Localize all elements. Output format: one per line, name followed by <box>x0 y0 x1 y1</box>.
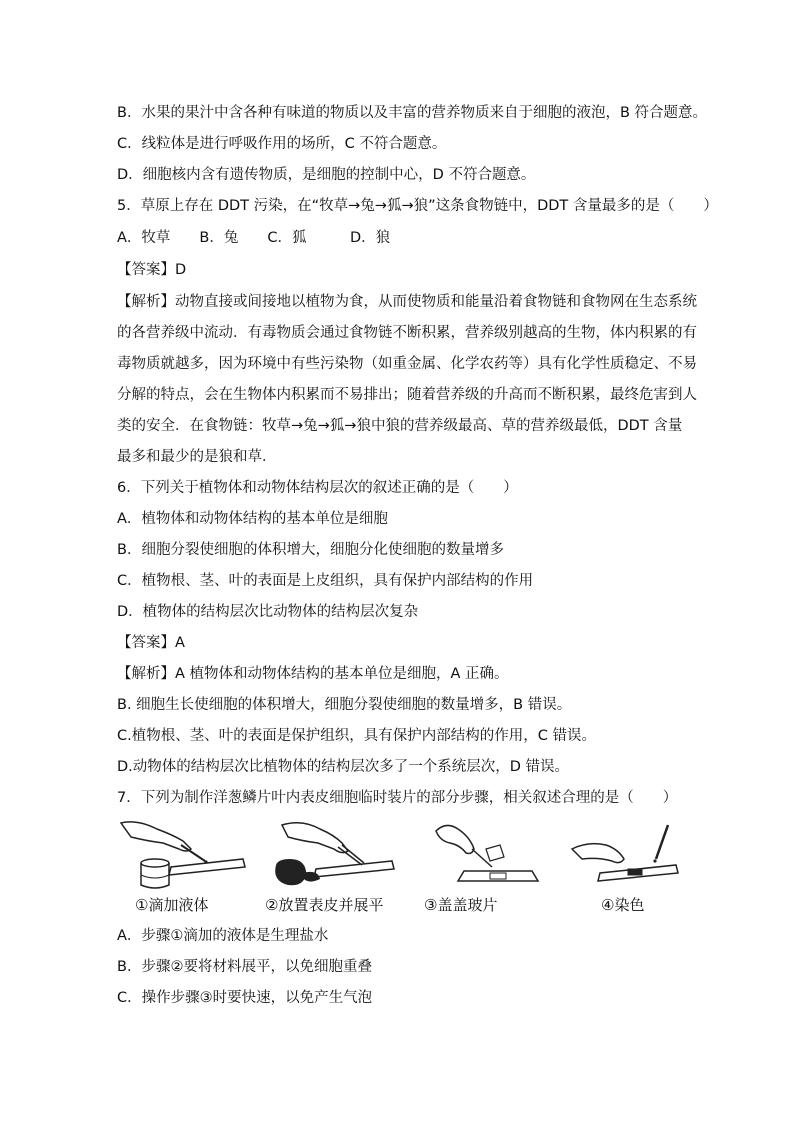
figure-caption-step-2: ②放置表皮并展平 <box>265 896 384 914</box>
question-6-option-c: C．植物根、茎、叶的表面是上皮组织，具有保护内部结构的作用 <box>117 573 534 589</box>
text-line: 最多和最少的是狼和草． <box>117 449 277 465</box>
question-7: 7．下列为制作洋葱鳞片叶内表皮细胞临时装片的部分步骤，相关叙述合理的是（ ） <box>117 790 678 806</box>
figure-caption-step-1: ①滴加液体 <box>135 896 209 914</box>
question-7-option-c: C．操作步骤③时要快速，以免产生气泡 <box>117 990 373 1006</box>
question-5-options: A．牧草 B．兔 C．狐 D．狼 <box>117 230 391 246</box>
question-7-option-a: A．步骤①滴加的液体是生理盐水 <box>117 928 329 944</box>
question-7-option-b: B．步骤②要将材料展平，以免细胞重叠 <box>117 959 372 975</box>
text-line: 毒物质就越多，因为环境中有些污染物（如重金属、化学农药等）具有化学性质稳定、不易 <box>117 356 697 372</box>
analysis-6: 【解析】A 植物体和动物体结构的基本单位是细胞，A 正确。 <box>117 666 509 682</box>
question-6-option-b: B．细胞分裂使细胞的体积增大，细胞分化使细胞的数量增多 <box>117 542 504 558</box>
question-5: 5．草原上存在 DDT 污染，在“牧草→兔→狐→狼”这条食物链中，DDT 含量最多的是（ ） <box>117 198 718 214</box>
text-line: C．线粒体是进行呼吸作用的场所，C 不符合题意。 <box>117 136 447 152</box>
answer-5: 【答案】D <box>117 262 187 278</box>
question-6: 6．下列关于植物体和动物体结构层次的叙述正确的是（ ） <box>117 480 518 496</box>
question-6-option-d: D．植物体的结构层次比动物体的结构层次复杂 <box>117 604 419 620</box>
text-line: D.动物体的结构层次比植物体的结构层次多了一个系统层次，D 错误。 <box>117 759 570 775</box>
text-line: D．细胞核内含有遗传物质，是细胞的控制中心，D 不符合题意。 <box>117 167 536 183</box>
text-line: 的各营养级中流动．有毒物质会通过食物链不断积累，营养级别越高的生物，体内积累的有 <box>117 325 697 341</box>
text-line: 分解的特点，会在生物体内积累而不易排出；随着营养级的升高而不断积累，最终危害到人 <box>117 387 697 403</box>
text-line: B. 细胞生长使细胞的体积增大，细胞分裂使细胞的数量增多，B 错误。 <box>117 697 572 713</box>
question-6-option-a: A．植物体和动物体结构的基本单位是细胞 <box>117 511 388 527</box>
text-line: C.植物根、茎、叶的表面是保护组织，具有保护内部结构的作用，C 错误。 <box>117 728 596 744</box>
text-line: B．水果的果汁中含各种有味道的物质以及丰富的营养物质来自于细胞的液泡，B 符合题意。 <box>117 105 708 121</box>
figure-caption-step-4: ④染色 <box>601 896 645 914</box>
text-line: 类的安全．在食物链：牧草→兔→狐→狼中狼的营养级最高、草的营养级最低，DDT 含量 <box>117 418 683 434</box>
analysis-5: 【解析】动物直接或间接地以植物为食，从而使物质和能量沿着食物链和食物网在生态系统 <box>117 294 697 310</box>
answer-6: 【答案】A <box>117 635 185 651</box>
figure-caption-step-3: ③盖盖玻片 <box>424 896 498 914</box>
